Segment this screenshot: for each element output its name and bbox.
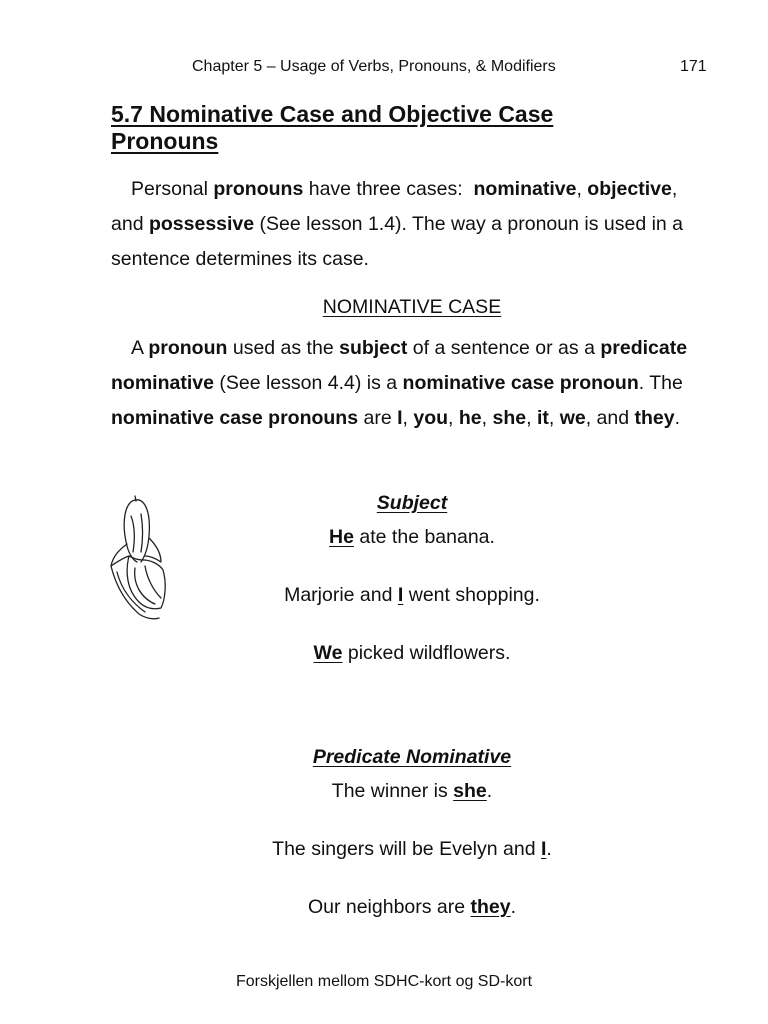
predicate-example-2: The singers will be Evelyn and I.: [272, 838, 552, 860]
intro-paragraph: Personal pronouns have three cases: nominative, objective, and possessive (See lesson 1.4). The way a pronoun is used in a sentence determines its case.: [111, 178, 684, 270]
term-pronouns: pronouns: [213, 178, 304, 200]
lesson-title-line2: Pronouns: [111, 128, 219, 154]
subject-example-1: He ate the banana.: [329, 526, 495, 548]
lesson-title-line1: 5.7 Nominative Case and Objective Case: [111, 101, 554, 127]
subject-heading: Subject: [376, 492, 448, 514]
term-nominative: nominative: [473, 178, 577, 200]
subject-example-2: Marjorie and I went shopping.: [284, 584, 540, 606]
predicate-example-3: Our neighbors are they.: [307, 896, 517, 918]
lesson-title: [111, 101, 711, 155]
section-heading: NOMINATIVE CASE: [322, 296, 502, 318]
page-header: [0, 58, 768, 82]
predicate-example-1: The winner is she.: [331, 780, 493, 802]
chapter-title: Chapter 5 – Usage of Verbs, Pronouns, & Modifiers: [192, 58, 556, 75]
subject-example-3: We picked wildflowers.: [313, 642, 511, 664]
page-number: 171: [680, 58, 707, 75]
page-footer: Forskjellen mellom SDHC-kort og SD-kort: [235, 973, 533, 990]
predicate-heading: Predicate Nominative: [312, 746, 512, 768]
term-objective: objective: [587, 178, 672, 200]
term-possessive: possessive: [148, 213, 255, 235]
nominative-paragraph: A pronoun used as the subject of a sentence or as a predicate nominative (See lesson 4.4) is a nominative case pronoun. The nominative case pronouns are I, you, he, she, it, we, and they.: [111, 337, 688, 429]
